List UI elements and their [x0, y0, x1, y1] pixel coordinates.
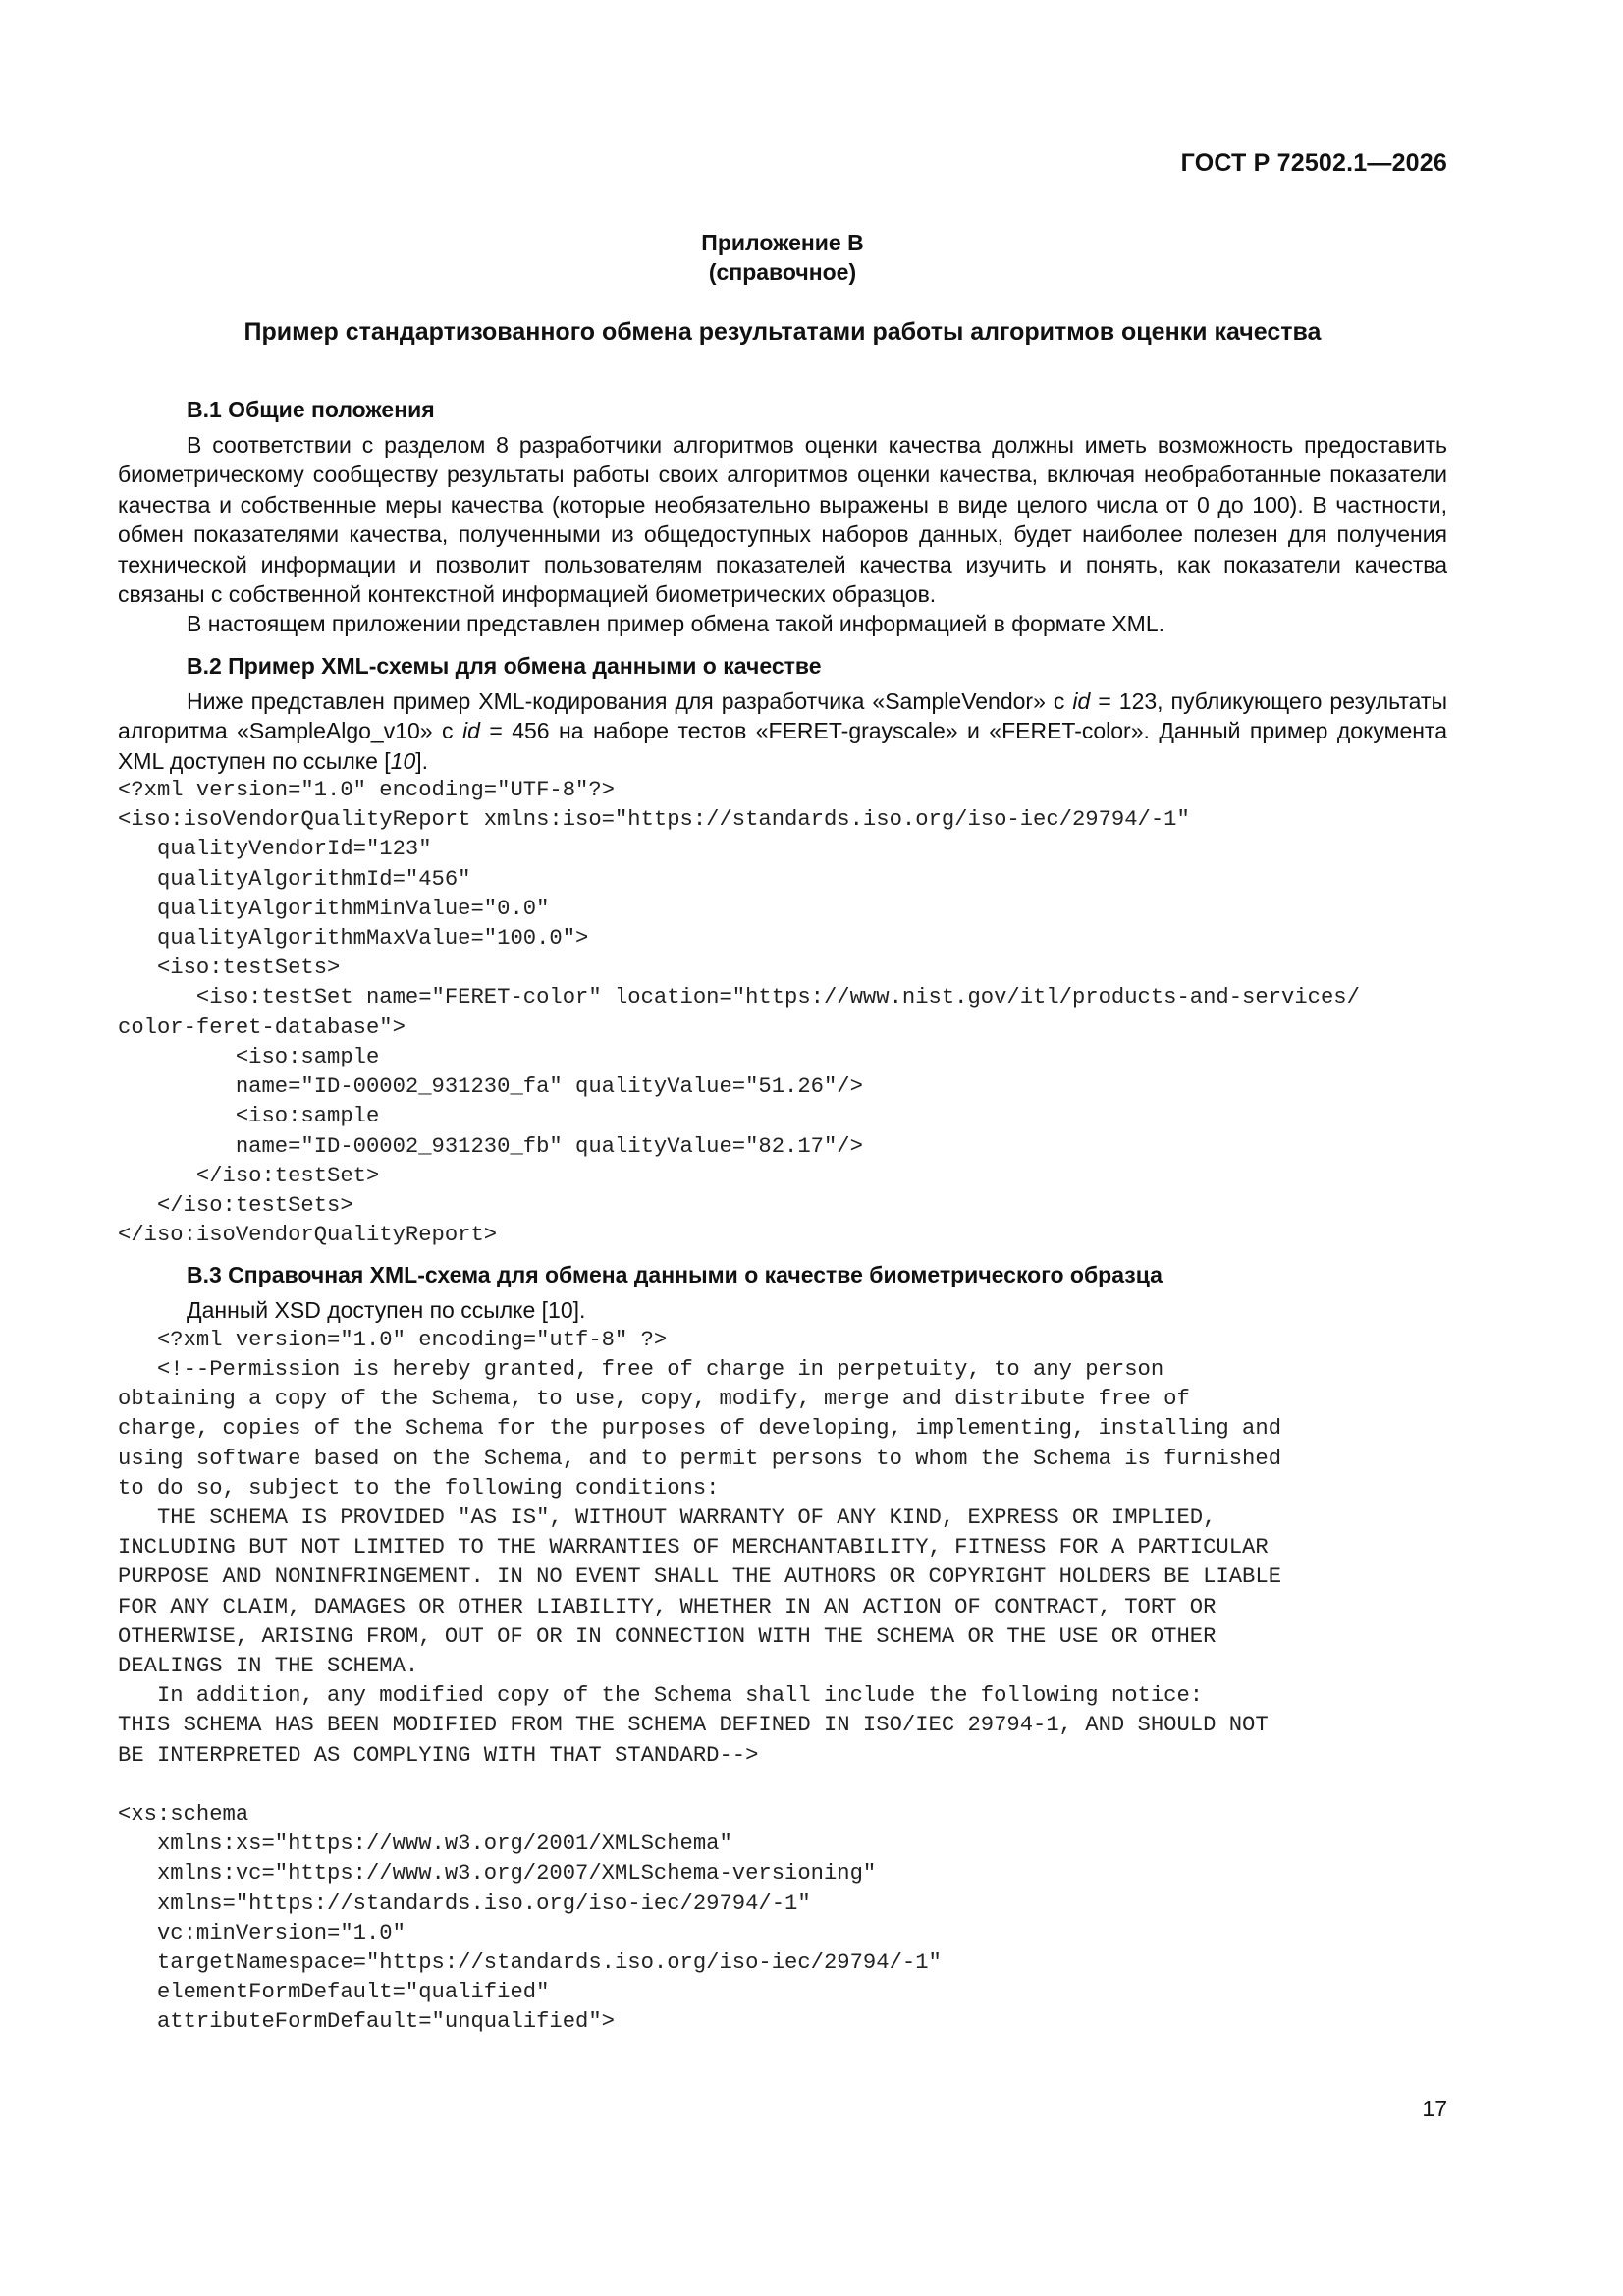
section-b2-text-d: ].: [415, 747, 429, 774]
section-b2-paragraph: [118, 686, 1447, 776]
xsd-schema-code: <?xml version="1.0" encoding="utf-8" ?> <!--Permission is hereby granted, free of charge in perpetuity, to any person obtaining a copy of the Schema, to use, copy, modify, merge and distribute free of charge, copies of the Schema for the purposes of developing, implementing, installing and using software based on the Schema, and to permit persons to whom the Schema is furnished to do so, subject to the following conditions: THE SCHEMA IS PROVIDED "AS IS", WITHOUT WARRANTY OF ANY KIND, EXPRESS OR IMPLIED, INCLUDING BUT NOT LIMITED TO THE WARRANTIES OF MERCHANTABILITY, FITNESS FOR A PARTICULAR PURPOSE AND NONINFRINGEMENT. IN NO EVENT SHALL THE AUTHORS OR COPYRIGHT HOLDERS BE LIABLE FOR ANY CLAIM, DAMAGES OR OTHER LIABILITY, WHETHER IN AN ACTION OF CONTRACT, TORT OR OTHERWISE, ARISING FROM, OUT OF OR IN CONNECTION WITH THE SCHEMA OR THE USE OR OTHER DEALINGS IN THE SCHEMA. In addition, any modified copy of the Schema shall include the following notice: THIS SCHEMA HAS BEEN MODIFIED FROM THE SCHEMA DEFINED IN ISO/IEC 29794-1, AND SHOULD NOT BE INTERPRETED AS COMPLYING WITH THAT STANDARD--> <xs:schema xmlns:xs="https://www.w3.org/2001/XMLSchema" xmlns:vc="https://www.w3.org/2007/XMLSchema-versioning" xmlns="https://standards.iso.org/iso-iec/29794/-1" vc:minVersion="1.0" targetNamespace="https://standards.iso.org/iso-iec/29794/-1" elementFormDefault="qualified" attributeFormDefault="unqualified">: [118, 1327, 1282, 2035]
annex-title: Приложение В: [701, 230, 864, 255]
document-code: ГОСТ Р 72502.1—2026: [1180, 149, 1447, 177]
section-b1-paragraph-1: В соответствии с разделом 8 разработчики алгоритмов оценки качества должны иметь возможность предоставить биометрическому сообществу результаты работы своих алгоритмов оценки качества, включая необработанные показатели качества и собственные меры качества (которые необязательно выражены в виде целого числа от 0 до 100). В частности, обмен показателями качества, полученными из общедоступных наборов данных, будет наиболее полезен для получения технической информации и позволит пользователям показателей качества изучить и понять, как показатели качества связаны с собственной контекстной информацией биометрических образцов.: [118, 432, 1447, 608]
section-b1-heading: В.1 Общие положения: [187, 397, 435, 422]
document-page: [118, 0, 1447, 2296]
id-label: id: [1072, 687, 1091, 714]
page-number: 17: [1422, 2096, 1447, 2121]
annex-heading: Пример стандартизованного обмена результатами работы алгоритмов оценки качества: [243, 318, 1322, 346]
annex-title-block: [118, 228, 1447, 287]
id-label: id: [461, 718, 480, 744]
section-b3-paragraph: Данный XSD доступен по ссылке [10].: [187, 1297, 586, 1324]
section-b1-paragraph-2: В настоящем приложении представлен пример обмена такой информацией в формате XML.: [187, 611, 1164, 637]
reference-link[interactable]: 10: [390, 747, 416, 774]
section-b2-text-b: = 123, публикующего результаты алгоритма «SampleAlgo_v10» с: [118, 687, 1447, 744]
document-body: [118, 395, 1447, 2048]
section-b2-heading: В.2 Пример XML-схемы для обмена данными о качестве: [187, 652, 822, 679]
section-b3-heading: В.3 Справочная XML-схема для обмена данными о качестве биометрического образца: [187, 1262, 1163, 1288]
annex-subtitle: (справочное): [708, 259, 857, 285]
section-b2-text-c: = 456 на наборе тестов «FERET-grayscale» и «FERET-color». Данный пример документа XML доступен по ссылке [: [118, 718, 1448, 774]
xml-example-code: <?xml version="1.0" encoding="UTF-8"?> <iso:isoVendorQualityReport xmlns:iso="https://standards.iso.org/iso-iec/29794/-1" qualityVendorId="123" qualityAlgorithmId="456" qualityAlgorithmMinValue="0.0" qualityAlgorithmMaxValue="100.0"> <iso:testSets> <iso:testSet name="FERET-color" location="https://www.nist.gov/itl/products-and-services/ color-feret-database"> <iso:sample name="ID-00002_931230_fa" qualityValue="51.26"/> <iso:sample name="ID-00002_931230_fb" qualityValue="82.17"/> </iso:testSet> </iso:testSets> </iso:isoVendorQualityReport>: [118, 778, 1360, 1248]
section-b2-text-a: Ниже представлен пример XML-кодирования для разработчика «SampleVendor» с: [187, 687, 1073, 714]
